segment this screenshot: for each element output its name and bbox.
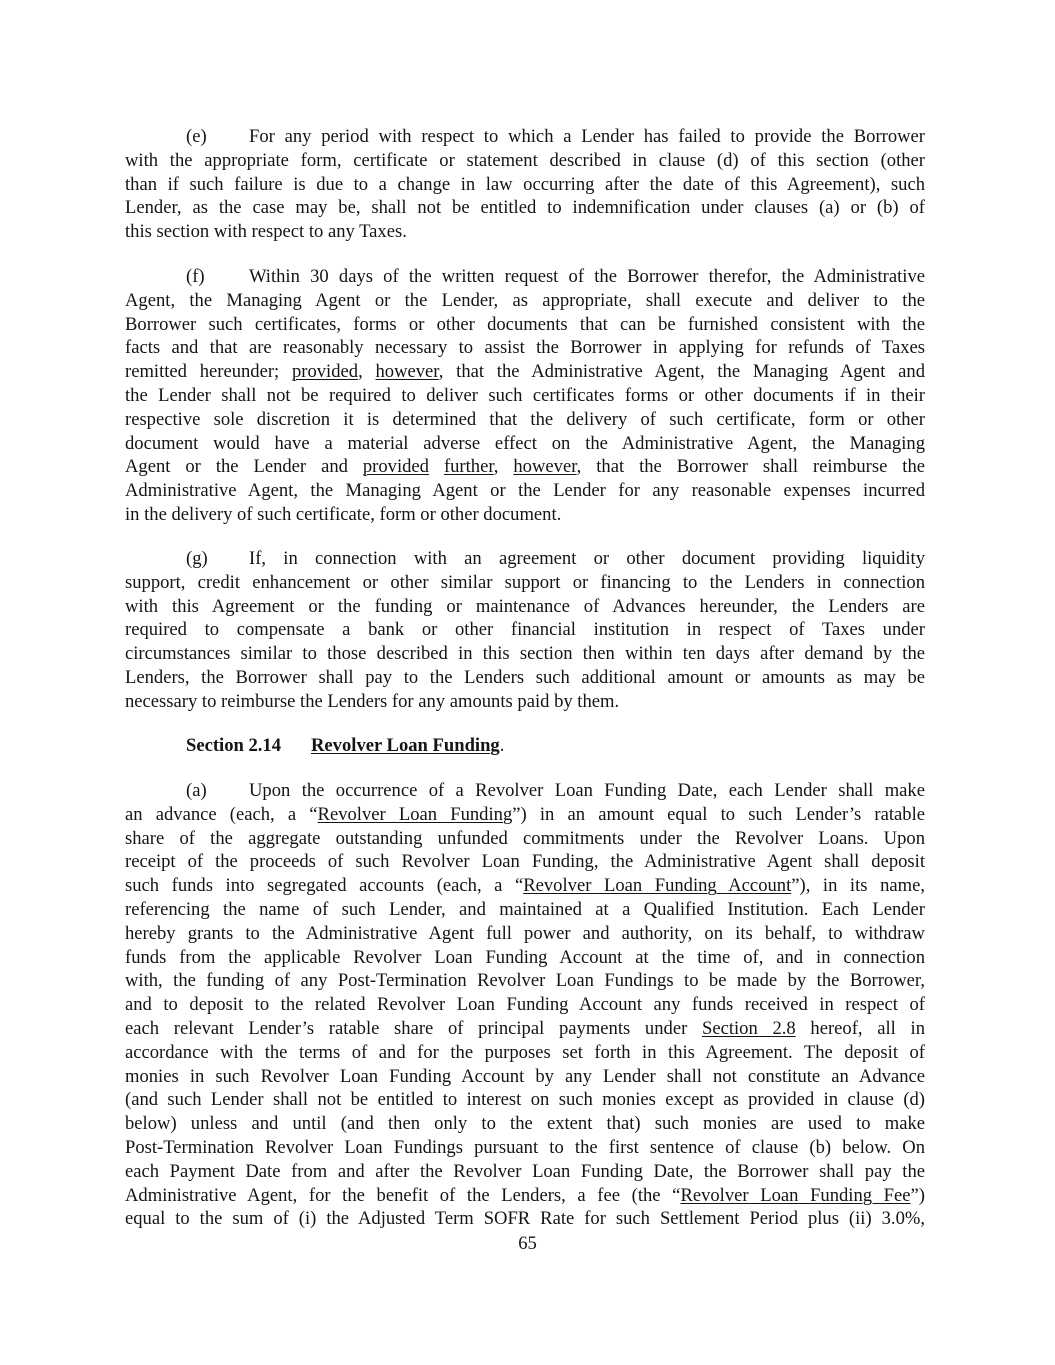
section-title: Revolver Loan Funding <box>311 735 500 756</box>
text-line: the Lender shall not be required to deliver such certificates forms or other documents if in their <box>125 384 925 406</box>
paragraph-a <box>125 779 925 1231</box>
text-line: (and such Lender shall not be entitled to interest on such monies except as provided in clause (d) <box>125 1089 925 1111</box>
defined-term: provided <box>291 361 359 383</box>
text-line: Administrative Agent, the Managing Agent or the Lender for any reasonable expenses incurred <box>125 480 925 502</box>
text-line: with the appropriate form, certificate or statement described in clause (d) of this section (other <box>125 149 925 171</box>
defined-term: Revolver Loan Funding Fee <box>680 1184 911 1206</box>
text-line: an advance (each, a “Revolver Loan Funding”) in an amount equal to such Lender’s ratable <box>125 803 925 825</box>
text-line: hereby grants to the Administrative Agent full power and authority, on its behalf, to withdraw <box>125 922 925 944</box>
defined-term: further <box>443 456 494 478</box>
text-line: receipt of the proceeds of such Revolver Loan Funding, the Administrative Agent shall deposit <box>125 851 925 873</box>
text-line: Post-Termination Revolver Loan Fundings pursuant to the first sentence of clause (b) below. On <box>125 1136 925 1158</box>
defined-term: however <box>513 456 577 478</box>
text-line: Borrower such certificates, forms or other documents that can be furnished consistent with the <box>125 313 925 335</box>
page-number: 65 <box>518 1233 537 1254</box>
text-line: Lender, as the case may be, shall not be entitled to indemnification under clauses (a) or (b) of <box>125 197 925 219</box>
text-line: monies in such Revolver Loan Funding Account by any Lender shall not constitute an Advance <box>125 1065 925 1087</box>
paragraph-e <box>125 125 925 244</box>
text-line: facts and that are reasonably necessary to assist the Borrower in applying for refunds of Taxes <box>125 337 925 359</box>
text-line: Lenders, the Borrower shall pay to the Lenders such additional amount or amounts as may be <box>125 666 925 688</box>
section-reference: Section 2.8 <box>701 1017 796 1039</box>
defined-term: Revolver Loan Funding Account <box>523 875 792 897</box>
text-line: circumstances similar to those described in this section then within ten days after demand by the <box>125 643 925 665</box>
defined-term: Revolver Loan Funding <box>317 803 513 825</box>
text-line: Agent or the Lender and provided further, however, that the Borrower shall reimburse the <box>125 456 925 478</box>
clause-label: (g) <box>186 548 208 569</box>
text-line: (g) If, in connection with an agreement or other document providing liquidity <box>186 548 925 569</box>
section-number: Section 2.14 <box>186 735 282 756</box>
text-line: below) unless and until (and then only to the extent that) such monies are used to make <box>125 1113 925 1135</box>
paragraph-g <box>125 547 925 714</box>
text-line: (a) Upon the occurrence of a Revolver Loan Funding Date, each Lender shall make <box>186 780 925 801</box>
text-line: and to deposit to the related Revolver Loan Funding Account any funds received in respect of <box>125 994 925 1016</box>
text-line: Agent, the Managing Agent or the Lender, as appropriate, shall execute and deliver to the <box>125 289 925 311</box>
text-line: in the delivery of such certificate, form or other document. <box>125 503 562 525</box>
defined-term: however <box>375 361 439 383</box>
clause-label: (f) <box>186 266 205 287</box>
text-line: required to compensate a bank or other financial institution in respect of Taxes under <box>125 619 925 641</box>
text-line: this section with respect to any Taxes. <box>125 221 407 243</box>
text-line: with this Agreement or the funding or maintenance of Advances hereunder, the Lenders are <box>125 595 925 617</box>
text-line: Administrative Agent, for the benefit of the Lenders, a fee (the “Revolver Loan Funding Fee”) <box>125 1184 925 1206</box>
text-line: each relevant Lender’s ratable share of principal payments under Section 2.8 hereof, all in <box>125 1017 925 1039</box>
clause-label: (a) <box>186 780 207 801</box>
text-line: document would have a material adverse effect on the Administrative Agent, the Managing <box>125 432 925 454</box>
text-line: than if such failure is due to a change in law occurring after the date of this Agreement), such <box>125 173 925 195</box>
defined-term: provided <box>362 456 429 478</box>
text-line: equal to the sum of (i) the Adjusted Term SOFR Rate for such Settlement Period plus (ii) 3.0%, <box>125 1208 925 1230</box>
clause-label: (e) <box>186 126 207 147</box>
text-line: accordance with the terms of and for the purposes set forth in this Agreement. The deposit of <box>125 1041 925 1063</box>
text-line: funds from the applicable Revolver Loan Funding Account at the time of, and in connection <box>125 946 925 968</box>
text-line: each Payment Date from and after the Revolver Loan Funding Date, the Borrower shall pay the <box>125 1160 925 1182</box>
text-line: share of the aggregate outstanding unfunded commitments under the Revolver Loans. Upon <box>125 827 925 849</box>
text-line: remitted hereunder; provided, however, that the Administrative Agent, the Managing Agent and <box>125 361 925 383</box>
text-line: support, credit enhancement or other similar support or financing to the Lenders in connection <box>125 571 925 593</box>
text-line: such funds into segregated accounts (each, a “Revolver Loan Funding Account”), in its name, <box>125 875 925 897</box>
text-line: necessary to reimburse the Lenders for any amounts paid by them. <box>125 690 620 712</box>
text-line: referencing the name of such Lender, and maintained at a Qualified Institution. Each Lender <box>125 898 925 920</box>
text-line: respective sole discretion it is determined that the delivery of such certificate, form or other <box>125 408 925 430</box>
text-line: (e) For any period with respect to which a Lender has failed to provide the Borrower <box>186 126 925 147</box>
section-heading: Section 2.14 Revolver Loan Funding. <box>186 735 505 756</box>
text-line: with, the funding of any Post-Termination Revolver Loan Fundings to be made by the Borrower, <box>125 970 925 992</box>
text-line: (f) Within 30 days of the written request of the Borrower therefor, the Administrative <box>186 266 925 287</box>
paragraph-f <box>125 265 925 527</box>
